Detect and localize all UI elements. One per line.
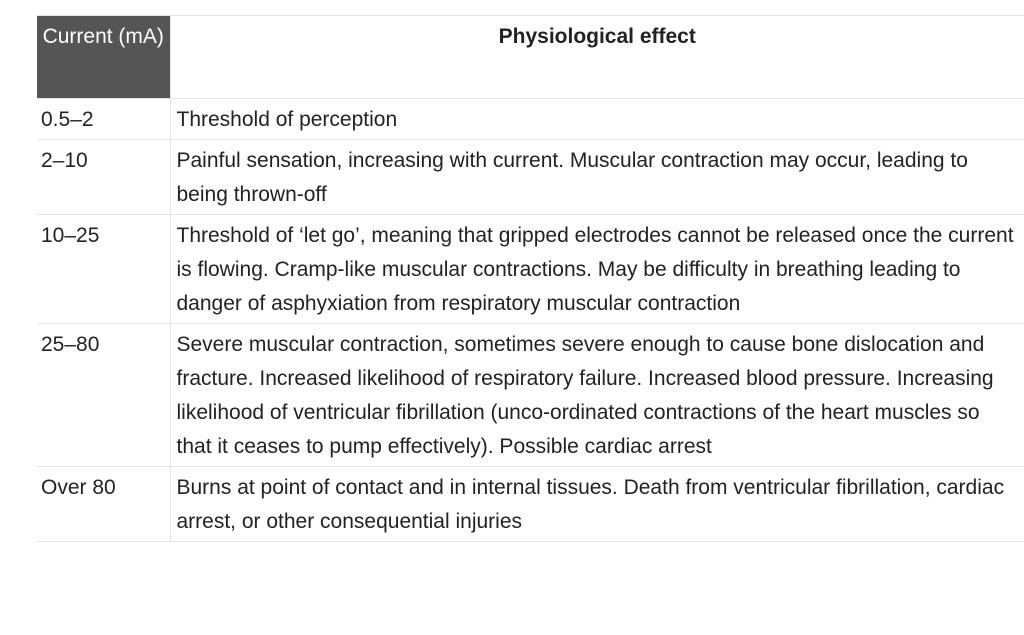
table-row <box>37 140 1024 215</box>
effect-cell: Threshold of ‘let go’, meaning that gripped electrodes cannot be released once the current is flowing. Cramp-like muscular contractions. May be difficulty in breathing leading to danger of asphyxiation from respiratory muscular contraction <box>170 215 1024 324</box>
current-cell: 25–80 <box>37 324 170 467</box>
effect-cell: Burns at point of contact and in internal tissues. Death from ventricular fibrillation, cardiac arrest, or other consequential injuries <box>170 467 1024 542</box>
current-cell: 2–10 <box>37 140 170 215</box>
table-row <box>37 99 1024 140</box>
current-cell: 10–25 <box>37 215 170 324</box>
table-header-row <box>37 16 1024 99</box>
physiological-effects-table <box>37 15 1024 542</box>
effect-cell: Threshold of perception <box>170 99 1024 140</box>
table-row <box>37 324 1024 467</box>
table-row <box>37 467 1024 542</box>
header-physiological-effect: Physiological effect <box>170 16 1024 99</box>
table-row <box>37 215 1024 324</box>
effect-cell: Severe muscular contraction, sometimes severe enough to cause bone dislocation and fracture. Increased likelihood of respiratory failure. Increased blood pressure. Increasing likelihood of ventricular fibrillation (unco-ordinated contractions of the heart muscles so that it ceases to pump effectively). Possible cardiac arrest <box>170 324 1024 467</box>
current-cell: 0.5–2 <box>37 99 170 140</box>
header-current: Current (mA) <box>37 16 170 99</box>
current-cell: Over 80 <box>37 467 170 542</box>
effect-cell: Painful sensation, increasing with current. Muscular contraction may occur, leading to being thrown-off <box>170 140 1024 215</box>
